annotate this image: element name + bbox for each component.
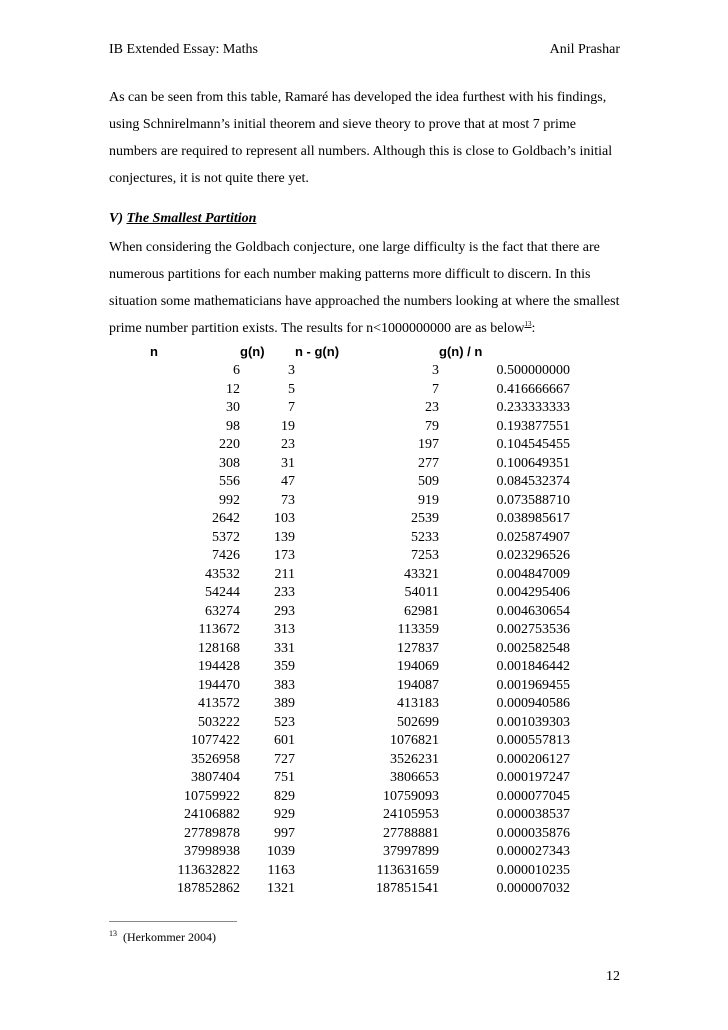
cell-ratio: 0.000197247: [496, 770, 570, 785]
cell-n: 98: [226, 418, 240, 434]
cell-n-minus-gn: 23: [425, 400, 439, 415]
cell-ratio: 0.233333333: [496, 400, 570, 415]
cell-n: 7426: [212, 548, 240, 563]
paragraph-partition: [109, 234, 624, 342]
table-row: [150, 381, 570, 400]
column-header-gn: g(n): [240, 343, 265, 359]
cell-ratio: 0.004295406: [496, 585, 570, 600]
cell-gn: 1039: [267, 844, 295, 859]
cell-n-minus-gn: 43321: [404, 566, 439, 582]
cell-n-minus-gn: 7: [432, 381, 439, 397]
cell-gn: 829: [274, 788, 295, 804]
cell-n-minus-gn: 24105953: [383, 807, 439, 822]
cell-n-minus-gn: 413183: [397, 696, 439, 711]
cell-n: 194470: [198, 677, 240, 693]
table-row: [150, 418, 570, 437]
cell-n-minus-gn: 277: [418, 455, 439, 471]
column-header-n: n: [150, 343, 158, 359]
cell-gn: 331: [274, 640, 295, 656]
cell-ratio: 0.000940586: [496, 696, 570, 711]
table-row: [150, 399, 570, 418]
table-row: [150, 547, 570, 566]
cell-n-minus-gn: 1076821: [390, 733, 439, 748]
cell-gn: 727: [274, 751, 295, 767]
cell-ratio: 0.002582548: [496, 640, 570, 656]
cell-n-minus-gn: 37997899: [383, 844, 439, 859]
table-row: [150, 769, 570, 788]
cell-n-minus-gn: 113631659: [376, 862, 439, 878]
cell-n: 556: [219, 474, 240, 489]
cell-n: 63274: [205, 603, 240, 619]
cell-n: 1077422: [191, 733, 240, 748]
footnote-text: (Herkommer 2004): [123, 930, 216, 944]
cell-ratio: 0.000027343: [496, 844, 570, 859]
cell-ratio: 0.038985617: [496, 511, 570, 526]
cell-n: 128168: [198, 640, 240, 656]
paragraph-partition-text: When considering the Goldbach conjecture, one large difficulty is the fact that there are numerous partitions for each number making patterns more difficult to discern. In this situation some mathematicians have approached the numbers looking at where the smallest prime number partition exists. The results for n<1000000000 are as below: [109, 240, 620, 336]
cell-gn: 359: [274, 659, 295, 674]
cell-ratio: 0.416666667: [496, 381, 570, 397]
footnote: [109, 929, 216, 945]
table-row: [150, 677, 570, 696]
cell-n-minus-gn: 194069: [397, 659, 439, 674]
cell-ratio: 0.001969455: [496, 677, 570, 693]
cell-n: 2642: [212, 511, 240, 526]
cell-gn: 19: [281, 418, 295, 434]
cell-ratio: 0.073588710: [496, 492, 570, 508]
section-title: The Smallest Partition: [126, 211, 257, 226]
table-row: [150, 658, 570, 677]
column-header-ratio: g(n) / n: [439, 343, 483, 359]
cell-gn: 997: [274, 825, 295, 841]
table-body: [150, 362, 570, 899]
cell-n: 24106882: [184, 807, 240, 822]
footnote-divider: [109, 921, 237, 922]
table-row: [150, 362, 570, 381]
cell-n-minus-gn: 10759093: [383, 788, 439, 804]
cell-gn: 233: [274, 585, 295, 600]
cell-gn: 139: [274, 529, 295, 545]
cell-n: 37998938: [184, 844, 240, 859]
cell-gn: 7: [288, 400, 295, 415]
cell-n-minus-gn: 113359: [397, 622, 439, 637]
cell-gn: 313: [274, 622, 295, 637]
cell-ratio: 0.000557813: [496, 733, 570, 748]
cell-n-minus-gn: 502699: [397, 714, 439, 730]
cell-n-minus-gn: 509: [418, 474, 439, 489]
table-row: [150, 455, 570, 474]
cell-ratio: 0.025874907: [496, 529, 570, 545]
cell-n-minus-gn: 3526231: [390, 751, 439, 767]
cell-gn: 389: [274, 696, 295, 711]
cell-gn: 31: [281, 455, 295, 471]
cell-gn: 3: [288, 363, 295, 378]
page-number: 12: [606, 969, 620, 984]
cell-gn: 173: [274, 548, 295, 563]
cell-n: 113672: [198, 622, 240, 637]
table-row: [150, 843, 570, 862]
paragraph-partition-end: :: [531, 321, 536, 336]
cell-n-minus-gn: 3: [432, 363, 439, 378]
table-row: [150, 621, 570, 640]
table-row: [150, 584, 570, 603]
column-header-n-minus-gn: n - g(n): [295, 343, 340, 359]
cell-gn: 47: [281, 474, 295, 489]
cell-n: 113632822: [177, 862, 240, 878]
cell-n-minus-gn: 2539: [411, 511, 439, 526]
table-row: [150, 492, 570, 511]
table-row: [150, 566, 570, 585]
cell-gn: 383: [274, 677, 295, 693]
table-row: [150, 714, 570, 733]
cell-gn: 1321: [267, 881, 295, 896]
cell-n: 187852862: [177, 881, 240, 896]
cell-n-minus-gn: 919: [418, 492, 439, 508]
cell-gn: 523: [274, 714, 295, 730]
cell-n-minus-gn: 3806653: [390, 770, 439, 785]
cell-n: 308: [219, 455, 240, 471]
cell-gn: 73: [281, 492, 295, 508]
cell-n: 3807404: [191, 770, 240, 785]
table-row: [150, 825, 570, 844]
cell-n: 194428: [198, 659, 240, 674]
cell-ratio: 0.193877551: [496, 418, 570, 434]
cell-n: 30: [226, 400, 240, 415]
cell-n-minus-gn: 187851541: [376, 881, 439, 896]
table-row: [150, 732, 570, 751]
cell-n: 12: [226, 381, 240, 397]
cell-n-minus-gn: 54011: [404, 585, 439, 600]
table-row: [150, 788, 570, 807]
cell-n: 3526958: [191, 751, 240, 767]
header-title: IB Extended Essay: Maths: [109, 42, 258, 57]
cell-n: 54244: [205, 585, 240, 600]
table-row: [150, 436, 570, 455]
section-number: V): [109, 211, 123, 226]
cell-gn: 23: [281, 437, 295, 452]
cell-ratio: 0.000206127: [496, 751, 570, 767]
cell-n: 6: [233, 363, 240, 378]
paragraph-intro: As can be seen from this table, Ramaré has developed the idea furthest with his findings, using Schnirelmann’s initial theorem and sieve theory to prove that at most 7 prime numbers are required to represent all numbers. Although this is close to Goldbach’s initial conjectures, it is not quite there yet.: [109, 90, 613, 186]
table-row: [150, 751, 570, 770]
cell-n: 27789878: [184, 825, 240, 841]
cell-ratio: 0.004630654: [496, 603, 570, 619]
cell-n: 992: [219, 492, 240, 508]
cell-n: 503222: [198, 714, 240, 730]
cell-ratio: 0.000077045: [496, 788, 570, 804]
table-row: [150, 529, 570, 548]
cell-gn: 1163: [267, 862, 295, 878]
cell-ratio: 0.000010235: [496, 862, 570, 878]
cell-n-minus-gn: 62981: [404, 603, 439, 619]
cell-gn: 5: [288, 381, 295, 397]
header-author: Anil Prashar: [549, 42, 620, 57]
cell-ratio: 0.000035876: [496, 825, 570, 841]
cell-gn: 293: [274, 603, 295, 619]
table-row: [150, 695, 570, 714]
table-row: [150, 510, 570, 529]
cell-ratio: 0.000007032: [496, 881, 570, 896]
cell-n-minus-gn: 79: [425, 418, 439, 434]
partition-table: [150, 342, 570, 899]
footnote-mark: 13: [109, 929, 117, 938]
cell-gn: 751: [274, 770, 295, 785]
cell-n-minus-gn: 7253: [411, 548, 439, 563]
cell-ratio: 0.004847009: [496, 566, 570, 582]
cell-n-minus-gn: 27788881: [383, 825, 439, 841]
table-row: [150, 806, 570, 825]
cell-gn: 929: [274, 807, 295, 822]
cell-ratio: 0.002753536: [496, 622, 570, 637]
cell-ratio: 0.500000000: [496, 363, 570, 378]
table-row: [150, 880, 570, 899]
section-heading: [109, 211, 256, 227]
cell-ratio: 0.000038537: [496, 807, 570, 822]
cell-n: 10759922: [184, 788, 240, 804]
cell-n-minus-gn: 127837: [397, 640, 439, 656]
cell-n-minus-gn: 5233: [411, 529, 439, 545]
cell-gn: 211: [274, 566, 295, 582]
cell-n: 220: [219, 437, 240, 452]
cell-ratio: 0.001846442: [496, 659, 570, 674]
cell-n: 43532: [205, 566, 240, 582]
cell-gn: 103: [274, 511, 295, 526]
table-row: [150, 603, 570, 622]
table-row: [150, 862, 570, 881]
cell-ratio: 0.104545455: [496, 437, 570, 452]
cell-n: 413572: [198, 696, 240, 711]
cell-n-minus-gn: 197: [418, 437, 439, 452]
cell-ratio: 0.001039303: [496, 714, 570, 730]
table-row: [150, 640, 570, 659]
cell-n: 5372: [212, 529, 240, 545]
footnote-reference[interactable]: 13: [524, 320, 532, 328]
cell-gn: 601: [274, 733, 295, 748]
cell-n-minus-gn: 194087: [397, 677, 439, 693]
cell-ratio: 0.084532374: [496, 474, 570, 489]
table-header-row: [150, 342, 570, 362]
cell-ratio: 0.100649351: [496, 455, 570, 471]
cell-ratio: 0.023296526: [496, 548, 570, 563]
table-row: [150, 473, 570, 492]
